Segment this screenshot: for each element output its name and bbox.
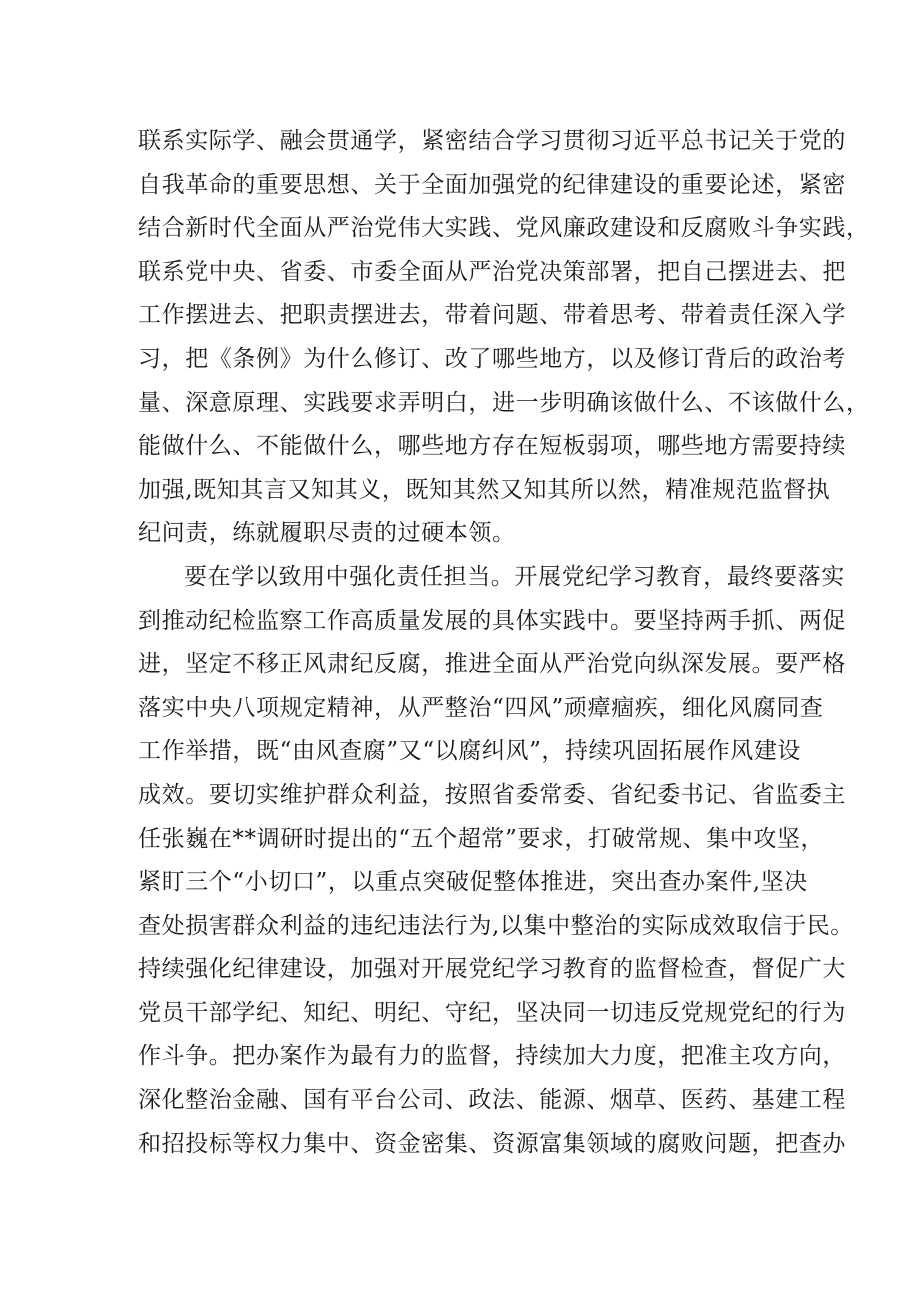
text-line: 纪问责，练就履职尽责的过硬本领。 xyxy=(138,520,516,547)
text-line: 成效。要切实维护群众利益，按照省委常委、省纪委书记、省监委主 xyxy=(138,781,846,808)
text-line: 工作摆进去、把职责摆进去，带着问题、带着思考、带着责任深入学 xyxy=(138,302,846,329)
text-line: 和招投标等权力集中、资金密集、资源富集领域的腐败问题，把查办 xyxy=(138,1130,846,1157)
text-line: 进，坚定不移正风肃纪反腐，推进全面从严治党向纵深发展。要严格 xyxy=(138,651,846,678)
text-line: 紧盯三个“小切口”，以重点突破促整体推进，突出查办案件,坚决 xyxy=(138,869,808,896)
text-line: 加强,既知其言又知其义，既知其然又知其所以然，精准规范监督执 xyxy=(138,476,831,503)
text-line: 深化整治金融、国有平台公司、政法、能源、烟草、医药、基建工程 xyxy=(138,1087,846,1114)
text-line: 工作举措，既“由风查腐”又“以腐纠风”，持续巩固拓展作风建设 xyxy=(138,738,802,765)
text-line: 任张巍在**调研时提出的“五个超常”要求，打破常规、集中攻坚， xyxy=(138,825,825,852)
text-line: 作斗争。把办案作为最有力的监督，持续加大力度，把准主攻方向， xyxy=(138,1043,846,1070)
text-line: 联系党中央、省委、市委全面从严治党决策部署，把自己摆进去、把 xyxy=(138,258,846,285)
text-line: 结合新时代全面从严治党伟大实践、党风廉政建设和反腐败斗争实践， xyxy=(138,215,870,242)
text-line: 党员干部学纪、知纪、明纪、守纪，坚决同一切违反党规党纪的行为 xyxy=(138,999,846,1026)
text-line: 查处损害群众利益的违纪违法行为,以集中整治的实际成效取信于民。 xyxy=(138,912,854,939)
text-line: 能做什么、不能做什么，哪些地方存在短板弱项，哪些地方需要持续 xyxy=(138,433,846,460)
text-line: 落实中央八项规定精神，从严整治“四风”顽瘴痼疾，细化风腐同查 xyxy=(138,694,824,721)
text-line: 习，把《条例》为什么修订、改了哪些地方，以及修订背后的政治考 xyxy=(138,345,846,372)
text-line: 持续强化纪律建设，加强对开展党纪学习教育的监督检查，督促广大 xyxy=(138,956,846,983)
text-line: 自我革命的重要思想、关于全面加强党的纪律建设的重要论述，紧密 xyxy=(138,171,846,198)
body-text xyxy=(138,120,870,1166)
text-line: 量、深意原理、实践要求弄明白，进一步明确该做什么、不该做什么， xyxy=(138,389,870,416)
paragraph-first-line: 要在学以致用中强化责任担当。开展党纪学习教育，最终要落实 xyxy=(184,563,845,590)
text-line: 到推动纪检监察工作高质量发展的具体实践中。要坚持两手抓、两促 xyxy=(138,607,846,634)
text-line: 联系实际学、融会贯通学，紧密结合学习贯彻习近平总书记关于党的 xyxy=(138,128,846,154)
